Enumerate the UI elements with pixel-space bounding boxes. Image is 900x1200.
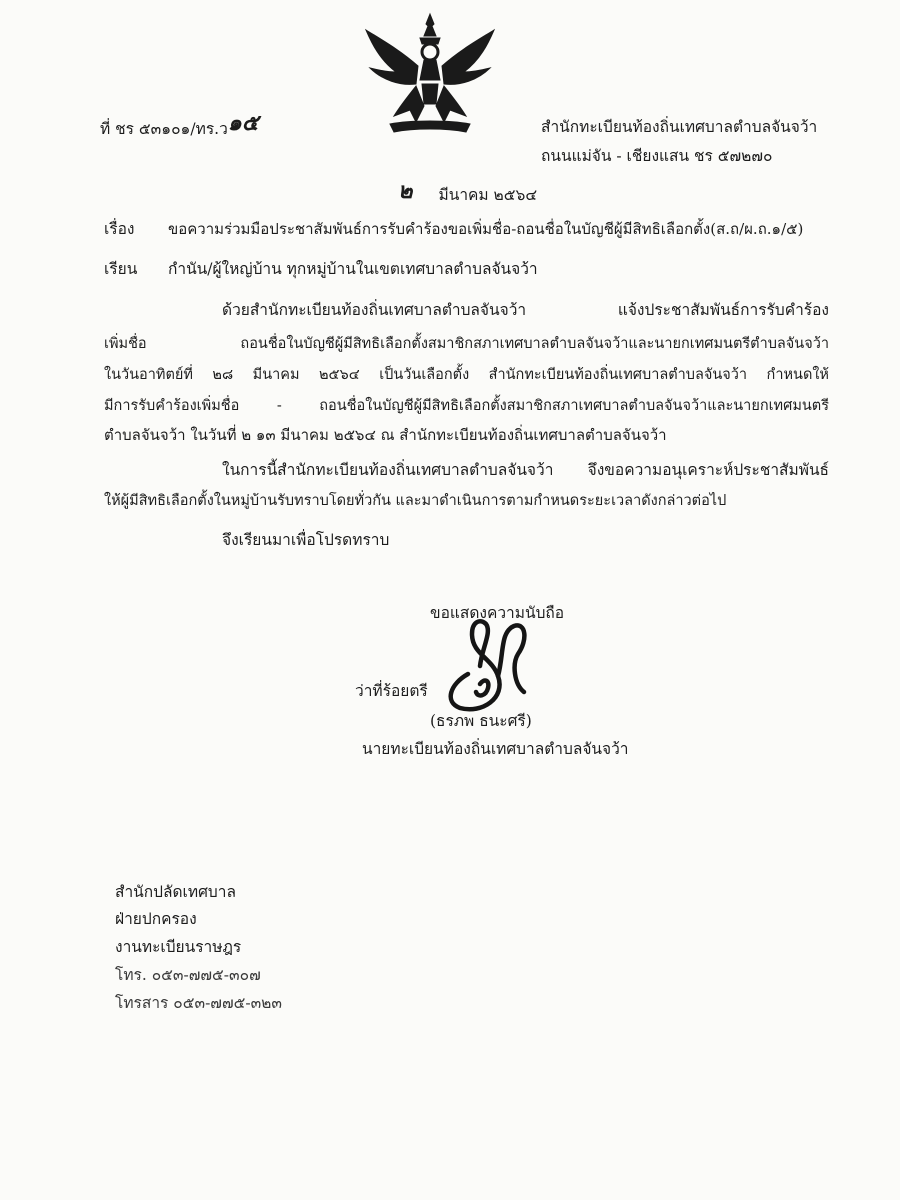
body-p1-line3: ในวันอาทิตย์ที่ ๒๘ มีนาคม ๒๕๖๔ เป็นวันเลือกตั้ง สำนักทะเบียนท้องถิ่นเทศบาลตำบลจันจว้า กำหนดให้ — [104, 367, 829, 383]
signer-rank: ว่าที่ร้อยตรี — [355, 682, 428, 700]
date-month-year: มีนาคม ๒๕๖๔ — [438, 186, 538, 204]
handwritten-signature — [428, 614, 538, 714]
garuda-emblem-icon — [360, 10, 500, 140]
sender-office: สำนักทะเบียนท้องถิ่นเทศบาลตำบลจันจว้า — [541, 118, 818, 136]
signer-position: นายทะเบียนท้องถิ่นเทศบาลตำบลจันจว้า — [362, 740, 629, 758]
recipient-text: กำนัน/ผู้ใหญ่บ้าน ทุกหมู่บ้านในเขตเทศบาลตำบลจันจว้า — [168, 260, 538, 278]
body-p1-line4: มีการรับคำร้องเพิ่มชื่อ - ถอนชื่อในบัญชีผู้มีสิทธิเลือกตั้งสมาชิกสภาเทศบาลตำบลจันจว้าและนายกเทศมนตรี — [104, 398, 829, 414]
signer-name: (ธรภพ ธนะศรี) — [430, 712, 532, 730]
body-p3: จึงเรียนมาเพื่อโปรดทราบ — [222, 531, 390, 549]
body-p1-line5: ตำบลจันจว้า ในวันที่ ๒ ๑๓ มีนาคม ๒๕๖๔ ณ สำนักทะเบียนท้องถิ่นเทศบาลตำบลจันจว้า — [104, 426, 667, 444]
body-p2-line1: ในการนี้สำนักทะเบียนท้องถิ่นเทศบาลตำบลจันจว้า จึงขอความอนุเคราะห์ประชาสัมพันธ์ — [222, 461, 829, 479]
letter-date — [398, 179, 538, 205]
subject-text: ขอความร่วมมือประชาสัมพันธ์การรับคำร้องขอเพิ่มชื่อ-ถอนชื่อในบัญชีผู้มีสิทธิเลือกตั้ง(ส.ถ/ผ.ถ.๑/๕) — [168, 220, 804, 238]
date-day-handwritten: ๒ — [398, 179, 413, 204]
footer-office: สำนักปลัดเทศบาล — [115, 883, 236, 901]
body-p2-line2: ให้ผู้มีสิทธิเลือกตั้งในหมู่บ้านรับทราบโดยทั่วกัน และมาดำเนินการตามกำหนดระยะเวลาดังกล่าวต่อไป — [104, 493, 727, 509]
footer-division: ฝ่ายปกครอง — [115, 910, 197, 928]
sender-address: ถนนแม่จัน - เชียงแสน ชร ๕๗๒๗๐ — [541, 147, 773, 165]
footer-fax: โทรสาร ๐๕๓-๗๗๕-๓๒๓ — [115, 994, 282, 1012]
footer-tel: โทร. ๐๕๓-๗๗๕-๓๐๗ — [115, 966, 261, 984]
body-p1-line2: เพิ่มชื่อ ถอนชื่อในบัญชีผู้มีสิทธิเลือกตั้งสมาชิกสภาเทศบาลตำบลจันจว้าและนายกเทศมนตรีตำบลจันจว้า — [104, 336, 829, 352]
body-p1-line1: ด้วยสำนักทะเบียนท้องถิ่นเทศบาลตำบลจันจว้า แจ้งประชาสัมพันธ์การรับคำร้อง — [222, 301, 829, 319]
subject-label: เรื่อง — [104, 220, 135, 238]
document-number-handwritten: ๑๕ — [227, 111, 259, 136]
footer-section: งานทะเบียนราษฎร — [115, 938, 242, 956]
document-number-label: ที่ ชร ๕๓๑๐๑/ทร.ว — [100, 120, 228, 138]
recipient-label: เรียน — [104, 260, 138, 278]
document-number — [100, 111, 259, 139]
closing-text: ขอแสดงความนับถือ — [430, 604, 565, 622]
